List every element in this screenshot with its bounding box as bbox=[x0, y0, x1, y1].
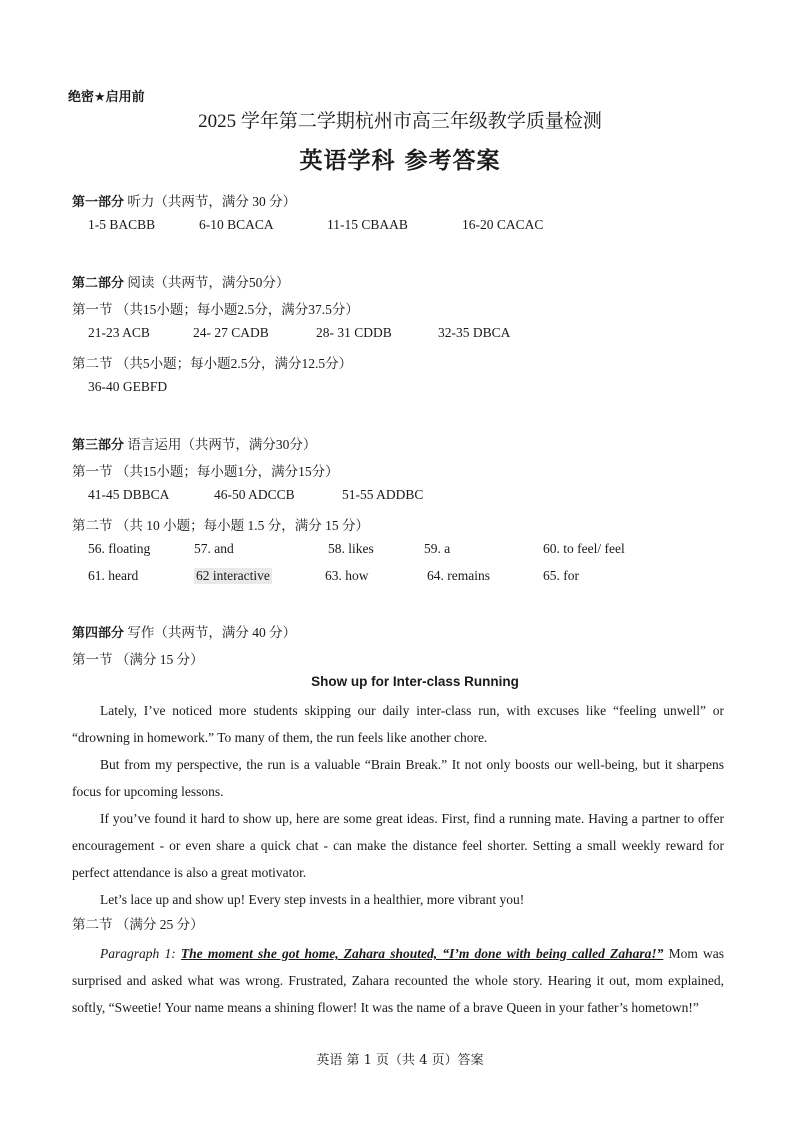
part1-desc: 听力（共两节，满分 30 分） bbox=[127, 194, 297, 209]
part3-desc: 语言运用（共两节，满分30分） bbox=[127, 437, 317, 452]
part3-section1: 第一节 （共15小题；每小题1分，满分15分） bbox=[72, 464, 339, 479]
answer-group: 41-45 DBBCA bbox=[88, 487, 170, 502]
page-footer: 英语 第 1 页（共 4 页）答案 bbox=[316, 1053, 484, 1068]
essay-paragraph: Let’s lace up and show up! Every step invests in a healthier, more vibrant you! bbox=[100, 892, 525, 907]
part4-heading-line bbox=[72, 621, 296, 641]
answer-item: 64. remains bbox=[427, 568, 490, 583]
answer-group: 46-50 ADCCB bbox=[214, 487, 295, 502]
answer-group: 36-40 GEBFD bbox=[88, 379, 168, 394]
exam-title: 2025 学年第二学期杭州市高三年级教学质量检测 bbox=[198, 111, 602, 132]
part3-section2: 第二节 （共 10 小题；每小题 1.5 分，满分 15 分） bbox=[72, 518, 369, 533]
part2-desc: 阅读（共两节，满分50分） bbox=[127, 275, 290, 290]
part4-heading: 第四部分 bbox=[72, 626, 125, 641]
answer-group: 21-23 ACB bbox=[88, 325, 150, 340]
answer-group: 28- 31 CDDB bbox=[316, 325, 392, 340]
part1-heading-line bbox=[72, 190, 296, 210]
continuation-paragraph bbox=[72, 940, 724, 1021]
essay-paragraph: Lately, I’ve noticed more students skipping our daily inter-class run, with excuses like “feeling unwell” or “drowning in homework.” To many of them, the run feels like another chore. bbox=[72, 703, 724, 745]
part2-section2: 第二节 （共5小题；每小题2.5分，满分12.5分） bbox=[72, 356, 353, 371]
essay-title: Show up for Inter-class Running bbox=[311, 674, 519, 689]
part4-desc: 写作（共两节，满分 40 分） bbox=[127, 625, 297, 640]
part2-heading: 第二部分 bbox=[72, 276, 125, 291]
answer-item: 62 interactive bbox=[196, 568, 270, 583]
part2-heading-line bbox=[72, 271, 289, 291]
part4-section2: 第二节 （满分 25 分） bbox=[72, 917, 204, 932]
answer-group: 32-35 DBCA bbox=[438, 325, 511, 340]
answer-group: 11-15 CBAAB bbox=[327, 217, 408, 232]
paragraph-first-sentence: The moment she got home, Zahara shouted, “I’m done with being called Zahara!” bbox=[180, 946, 664, 961]
part3-heading-line bbox=[72, 433, 316, 453]
answer-item: 56. floating bbox=[88, 541, 151, 556]
answer-item: 63. how bbox=[325, 568, 369, 583]
essay-paragraph: But from my perspective, the run is a valuable “Brain Break.” It not only boosts our well-being, but it sharpens focus for upcoming lessons. bbox=[72, 757, 724, 799]
answer-item: 65. for bbox=[543, 568, 579, 583]
part1-heading: 第一部分 bbox=[72, 195, 125, 210]
answer-item: 59. a bbox=[424, 541, 451, 556]
part4-section1: 第一节 （满分 15 分） bbox=[72, 652, 204, 667]
paragraph-label: Paragraph 1: bbox=[100, 946, 176, 961]
answer-group: 51-55 ADDBC bbox=[342, 487, 424, 502]
answer-group: 16-20 CACAC bbox=[462, 217, 544, 232]
answer-group: 24- 27 CADB bbox=[193, 325, 269, 340]
part2-section1: 第一节 （共15小题；每小题2.5分，满分37.5分） bbox=[72, 302, 359, 317]
part3-heading: 第三部分 bbox=[72, 438, 125, 453]
answer-group: 6-10 BCACA bbox=[199, 217, 274, 232]
answer-group: 1-5 BACBB bbox=[88, 217, 156, 232]
answer-item: 57. and bbox=[194, 541, 234, 556]
paragraph-rest: Mom was surprised and asked what was wrong. Frustrated, Zahara recounted the whole story. Hearing it out, mom explained, softly, “Sweetie! Your name means a shining flower! It was the name of a brave Queen in your father’s hometown!” bbox=[72, 946, 725, 1015]
answer-item: 58. likes bbox=[328, 541, 374, 556]
answer-item: 61. heard bbox=[88, 568, 139, 583]
exam-subtitle: 英语学科 参考答案 bbox=[299, 148, 501, 174]
confidential-mark: 绝密★启用前 bbox=[68, 90, 145, 105]
essay-paragraph: If you’ve found it hard to show up, here are some great ideas. First, find a running mate. Having a partner to offer encouragement - or even share a quick chat - can make the distance feel shorter. Setting a small weekly reward for perfect attendance is also a great motivator. bbox=[72, 811, 724, 880]
answer-item: 60. to feel/ feel bbox=[543, 541, 625, 556]
